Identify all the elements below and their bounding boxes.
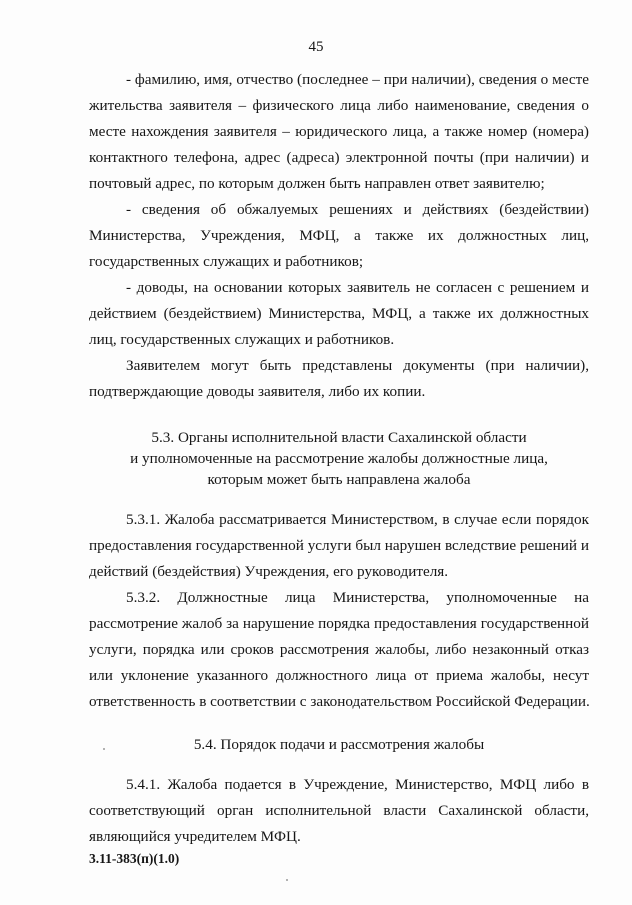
text-line: 5.3.2. Должностные лица Министерства, уполномоченные на: [126, 589, 589, 606]
document-code: 3.11-383(п)(1.0): [89, 851, 180, 866]
text-line: подтверждающие доводы заявителя, либо их копии.: [89, 383, 426, 400]
text-line: - доводы, на основании которых заявитель не согласен с решением и: [126, 279, 589, 296]
text-line: услуги, порядка или сроков рассмотрения жалобы, либо незаконный отказ: [89, 641, 589, 658]
scan-speck: [103, 748, 105, 750]
text-line: действием (бездействием) Министерства, МФЦ, а также их должностных: [89, 305, 589, 322]
text-line: 5.3.1. Жалоба рассматривается Министерством, в случае если порядок: [126, 511, 589, 528]
section-heading-line: 5.3. Органы исполнительной власти Сахалинской области: [151, 429, 527, 446]
text-line: лиц, государственных служащих и работников.: [89, 331, 395, 348]
text-line: рассмотрение жалоб за нарушение порядка предоставления государственной: [89, 615, 589, 632]
text-line: 5.4.1. Жалоба подается в Учреждение, Министерство, МФЦ либо в: [126, 776, 589, 793]
text-line: являющийся учредителем МФЦ.: [89, 828, 301, 845]
text-line: жительства заявителя – физического лица либо наименование, сведения о: [89, 97, 589, 114]
section-heading-line: 5.4. Порядок подачи и рассмотрения жалобы: [193, 736, 485, 753]
scan-speck: [286, 879, 288, 881]
text-line: ответственность в соответствии с законодательством Российской Федерации.: [89, 693, 590, 710]
section-heading-line: и уполномоченные на рассмотрение жалобы должностные лица,: [130, 450, 548, 467]
section-heading-line: которым может быть направлена жалоба: [207, 471, 471, 488]
text-line: действий (бездействия) Учреждения, его руководителя.: [89, 563, 449, 580]
text-line: Министерства, Учреждения, МФЦ, а также их должностных лиц,: [89, 227, 589, 244]
page-number: 45: [308, 39, 324, 55]
text-line: государственных служащих и работников;: [89, 253, 364, 270]
text-line: предоставления государственной услуги был нарушен вследствие решений и: [89, 537, 589, 554]
text-line: почтовый адрес, по которым должен быть направлен ответ заявителю;: [89, 175, 545, 192]
text-line: соответствующий орган исполнительной власти Сахалинской области,: [89, 802, 589, 819]
text-line: контактного телефона, адрес (адреса) электронной почты (при наличии) и: [89, 149, 589, 166]
text-line: месте нахождения заявителя – юридического лица, а также номер (номера): [89, 123, 589, 140]
text-line: - сведения об обжалуемых решениях и действиях (бездействии): [126, 201, 589, 218]
text-line: или уклонение указанного должностного лица от приема жалобы, несут: [89, 667, 589, 684]
text-line: - фамилию, имя, отчество (последнее – при наличии), сведения о месте: [126, 71, 589, 88]
text-line: Заявителем могут быть представлены документы (при наличии),: [126, 357, 589, 374]
